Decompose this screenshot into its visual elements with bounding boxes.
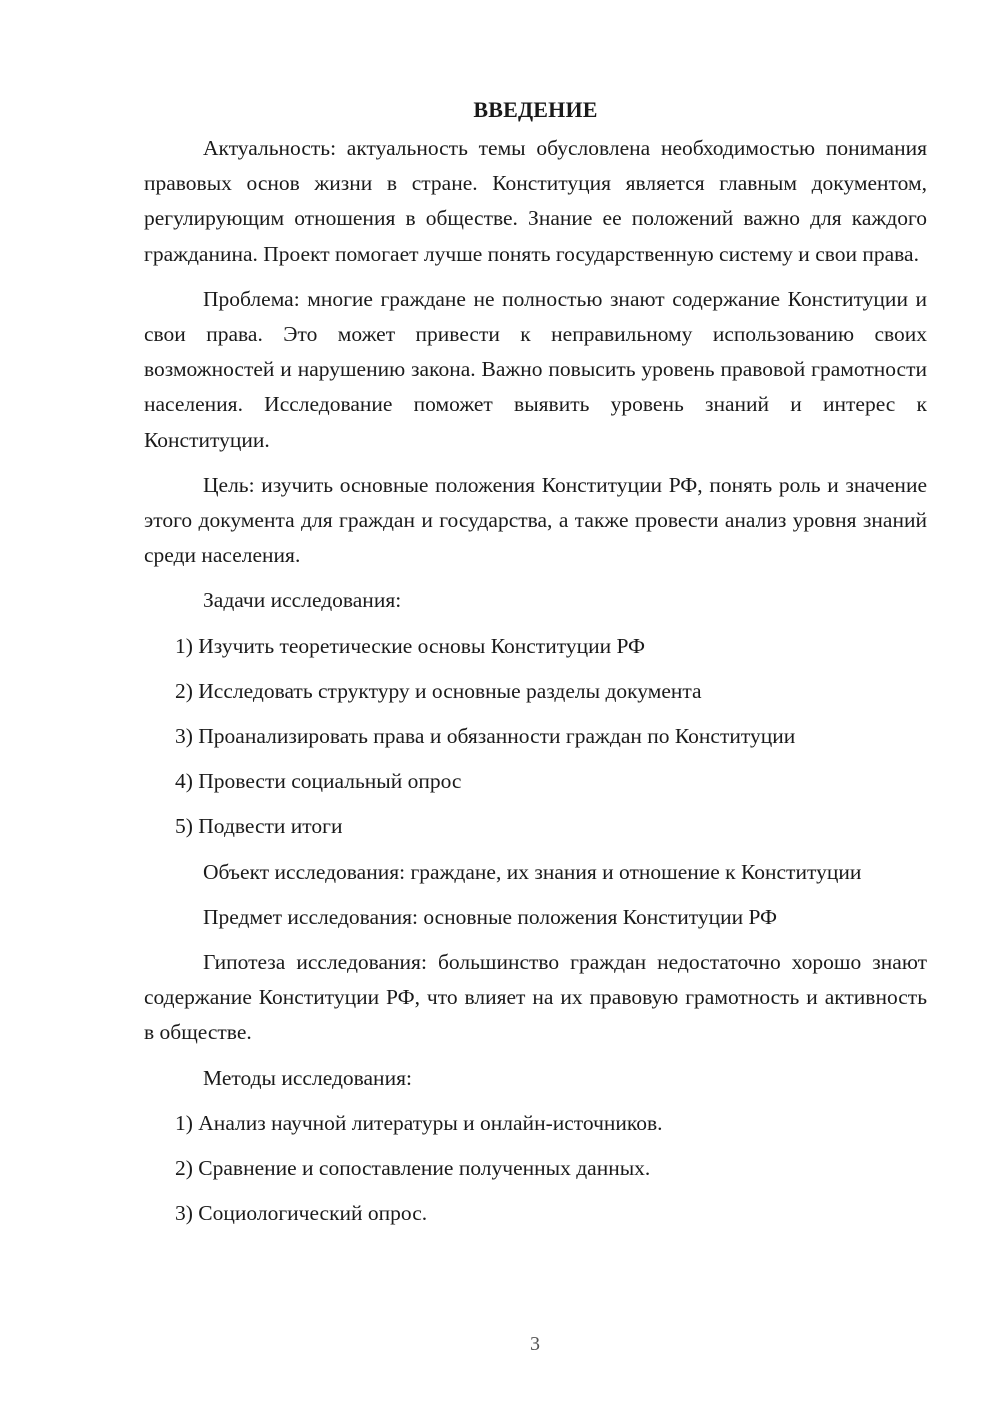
tasks-list bbox=[144, 629, 927, 845]
page-number: 3 bbox=[530, 1333, 540, 1355]
problem-paragraph: Проблема: многие граждане не полностью знают содержание Конституции и свои права. Это может привести к неправильному использованию своих возможностей и нарушению закона. Важно повысить уровень правовой грамотности населения. Исследование поможет выявить уровень знаний и интерес к Конституции. bbox=[144, 286, 927, 452]
list-item: 1) Анализ научной литературы и онлайн-источников. bbox=[175, 1110, 663, 1135]
object-paragraph: Объект исследования: граждане, их знания и отношение к Конституции bbox=[203, 859, 862, 884]
tasks-label: Задачи исследования: bbox=[203, 588, 402, 613]
list-item: 3) Проанализировать права и обязанности граждан по Конституции bbox=[175, 724, 796, 749]
goal-paragraph: Цель: изучить основные положения Конституции РФ, понять роль и значение этого документа для граждан и государства, а также провести анализ уровня знаний среди населения. bbox=[144, 472, 927, 568]
list-item: 3) Социологический опрос. bbox=[175, 1201, 428, 1226]
relevance-paragraph: Актуальность: актуальность темы обусловлена необходимостью понимания правовых основ жизни в стране. Конституция является главным документом, регулирующим отношения в обществе. Знание ее положений важно для каждого гражданина. Проект помогает лучше понять государственную систему и свои права. bbox=[144, 136, 927, 266]
subject-paragraph: Предмет исследования: основные положения Конституции РФ bbox=[203, 904, 778, 929]
list-item: 4) Провести социальный опрос bbox=[175, 769, 462, 794]
hypothesis-paragraph: Гипотеза исследования: большинство граждан недостаточно хорошо знают содержание Конституции РФ, что влияет на их правовую грамотность и активность в обществе. bbox=[144, 950, 927, 1045]
methods-list bbox=[144, 1106, 927, 1232]
document-page bbox=[144, 92, 927, 1241]
list-item: 5) Подвести итоги bbox=[175, 814, 343, 839]
page-title: ВВЕДЕНИЕ bbox=[473, 97, 598, 122]
methods-label: Методы исследования: bbox=[203, 1065, 412, 1090]
list-item: 1) Изучить теоретические основы Конституции РФ bbox=[175, 633, 646, 658]
list-item: 2) Сравнение и сопоставление полученных данных. bbox=[175, 1156, 651, 1181]
list-item: 2) Исследовать структуру и основные разделы документа bbox=[175, 678, 702, 703]
